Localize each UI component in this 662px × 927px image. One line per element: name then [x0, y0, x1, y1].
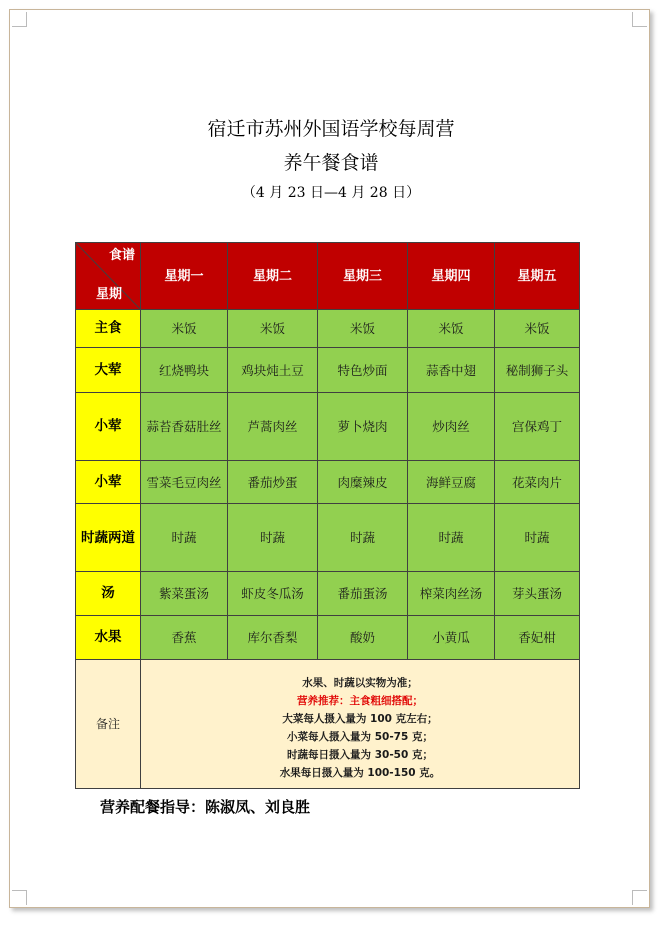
menu-cell: 番茄炒蛋 — [228, 461, 318, 504]
day-header: 星期五 — [495, 243, 580, 310]
menu-cell: 鸡块炖土豆 — [228, 348, 318, 393]
menu-table — [75, 242, 580, 789]
row-label: 小荤 — [76, 461, 141, 504]
menu-cell: 芦蒿肉丝 — [228, 393, 318, 461]
menu-cell: 雪菜毛豆肉丝 — [141, 461, 228, 504]
title-line-1: 宿迁市苏州外国语学校每周营 — [207, 118, 455, 140]
menu-cell: 米饭 — [318, 310, 408, 348]
note-line-highlight: 营养推荐：主食粗细搭配； — [297, 695, 423, 707]
table-row — [76, 348, 580, 393]
day-header: 星期三 — [318, 243, 408, 310]
menu-cell: 小黄瓜 — [408, 616, 495, 660]
notes-content — [141, 660, 580, 789]
margin-mark — [632, 890, 647, 905]
menu-cell: 紫菜蛋汤 — [141, 572, 228, 616]
table-row — [76, 393, 580, 461]
day-header: 星期一 — [141, 243, 228, 310]
margin-mark — [632, 12, 647, 27]
header-row — [76, 243, 580, 310]
title-line-2: 养午餐食谱 — [283, 152, 379, 174]
menu-cell: 海鲜豆腐 — [408, 461, 495, 504]
menu-cell: 时蔬 — [228, 504, 318, 572]
menu-cell: 米饭 — [408, 310, 495, 348]
note-line: 小菜每人摄入量为 50-75 克； — [287, 731, 433, 743]
note-line: 大菜每人摄入量为 100 克左右； — [282, 713, 438, 725]
menu-cell: 番茄蛋汤 — [318, 572, 408, 616]
note-line: 水果每日摄入量为 100-150 克。 — [279, 767, 441, 779]
menu-cell: 炒肉丝 — [408, 393, 495, 461]
menu-cell: 时蔬 — [408, 504, 495, 572]
day-header: 星期二 — [228, 243, 318, 310]
menu-cell: 芽头蛋汤 — [495, 572, 580, 616]
corner-label-weekday: 星期 — [96, 287, 123, 302]
row-label: 大荤 — [76, 348, 141, 393]
date-range: （4 月 23 日—4 月 28 日） — [241, 185, 421, 201]
menu-cell: 秘制狮子头 — [495, 348, 580, 393]
row-label: 小荤 — [76, 393, 141, 461]
table-row — [76, 310, 580, 348]
menu-cell: 蒜苔香菇肚丝 — [141, 393, 228, 461]
nutrition-guide: 营养配餐指导：陈淑凤、刘良胜 — [100, 798, 311, 816]
menu-cell: 肉糜辣皮 — [318, 461, 408, 504]
menu-cell: 时蔬 — [495, 504, 580, 572]
note-line: 水果、时蔬以实物为准； — [302, 677, 418, 689]
corner-label-recipe: 食谱 — [108, 248, 135, 263]
note-line: 时蔬每日摄入量为 30-50 克； — [287, 749, 433, 761]
menu-cell: 时蔬 — [318, 504, 408, 572]
menu-cell: 虾皮冬瓜汤 — [228, 572, 318, 616]
table-row — [76, 461, 580, 504]
corner-header — [76, 243, 141, 310]
menu-cell: 花菜肉片 — [495, 461, 580, 504]
row-label: 时蔬两道 — [76, 504, 141, 572]
menu-cell: 香蕉 — [141, 616, 228, 660]
notes-label: 备注 — [76, 660, 141, 789]
menu-cell: 宫保鸡丁 — [495, 393, 580, 461]
menu-cell: 时蔬 — [141, 504, 228, 572]
menu-cell: 香妃柑 — [495, 616, 580, 660]
menu-cell: 酸奶 — [318, 616, 408, 660]
margin-mark — [12, 12, 27, 27]
menu-cell: 米饭 — [495, 310, 580, 348]
menu-cell: 蒜香中翅 — [408, 348, 495, 393]
row-label: 汤 — [76, 572, 141, 616]
margin-mark — [12, 890, 27, 905]
day-header: 星期四 — [408, 243, 495, 310]
menu-cell: 库尔香梨 — [228, 616, 318, 660]
table-row — [76, 504, 580, 572]
menu-cell: 榨菜肉丝汤 — [408, 572, 495, 616]
menu-cell: 特色炒面 — [318, 348, 408, 393]
menu-cell: 米饭 — [228, 310, 318, 348]
row-label: 水果 — [76, 616, 141, 660]
menu-cell: 米饭 — [141, 310, 228, 348]
menu-cell: 红烧鸭块 — [141, 348, 228, 393]
row-label: 主食 — [76, 310, 141, 348]
menu-cell: 萝卜烧肉 — [318, 393, 408, 461]
table-row — [76, 572, 580, 616]
notes-row — [76, 660, 580, 789]
table-row — [76, 616, 580, 660]
